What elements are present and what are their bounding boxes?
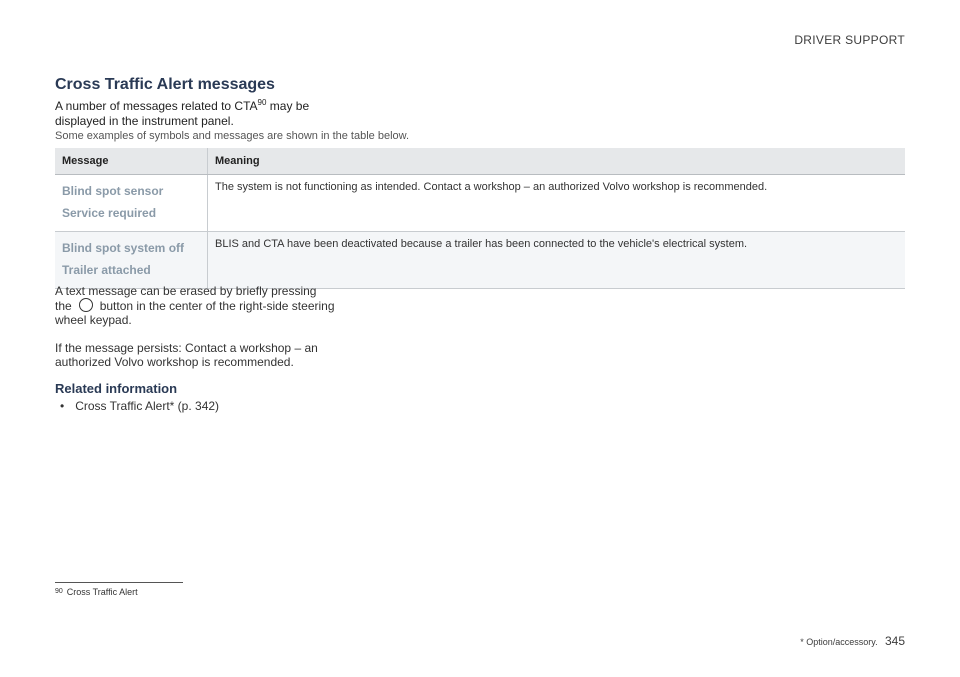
intro-text: A number of messages related to CTA (55, 99, 258, 113)
meaning-cell: The system is not functioning as intended. Contact a workshop – an authorized Volvo workshop is recommended. (208, 175, 906, 232)
related-link-text[interactable]: Cross Traffic Alert* (p. 342) (75, 399, 220, 413)
erase-paragraph (55, 284, 335, 327)
footnote-ref[interactable]: 90 (257, 98, 267, 107)
message-line-2: Trailer attached (62, 263, 151, 277)
related-information-title: Related information (55, 381, 178, 396)
option-note: * Option/accessory. (800, 637, 878, 647)
intro-paragraph (55, 99, 355, 129)
message-line-1: Blind spot system off (62, 241, 185, 255)
persist-paragraph: If the message persists: Contact a workshop – an authorized Volvo workshop is recommended. (55, 341, 318, 369)
column-header-message: Message (55, 148, 208, 175)
meaning-cell: BLIS and CTA have been deactivated because a trailer has been connected to the vehicle's electrical system. (208, 232, 906, 289)
table-row (55, 175, 905, 232)
message-line-2: Service required (62, 206, 157, 220)
table-header-row (55, 148, 905, 175)
section-header: DRIVER SUPPORT (794, 33, 905, 47)
bullet: • (60, 399, 65, 413)
intro-text-end: may be displayed in the instrument panel. (55, 99, 310, 128)
footnote (55, 587, 138, 597)
footnote-number: 90 (55, 588, 63, 595)
messages-table (55, 148, 905, 289)
page-title: Cross Traffic Alert messages (55, 76, 275, 93)
table-note: Some examples of symbols and messages are shown in the table below. (55, 130, 410, 142)
ok-button-icon (79, 298, 93, 312)
page-number: 345 (884, 634, 905, 648)
footnote-text: Cross Traffic Alert (66, 587, 138, 597)
footnote-divider (55, 582, 183, 583)
column-header-meaning: Meaning (208, 148, 906, 175)
message-cell (55, 232, 208, 289)
related-link[interactable] (60, 399, 219, 413)
message-cell (55, 175, 208, 232)
erase-text: A text message can be erased by briefly pressing the (55, 284, 317, 313)
message-line-1: Blind spot sensor (62, 184, 164, 198)
page-footer (800, 634, 905, 648)
table-row (55, 232, 905, 289)
erase-text-end: button in the center of the right-side steering wheel keypad. (55, 299, 335, 327)
